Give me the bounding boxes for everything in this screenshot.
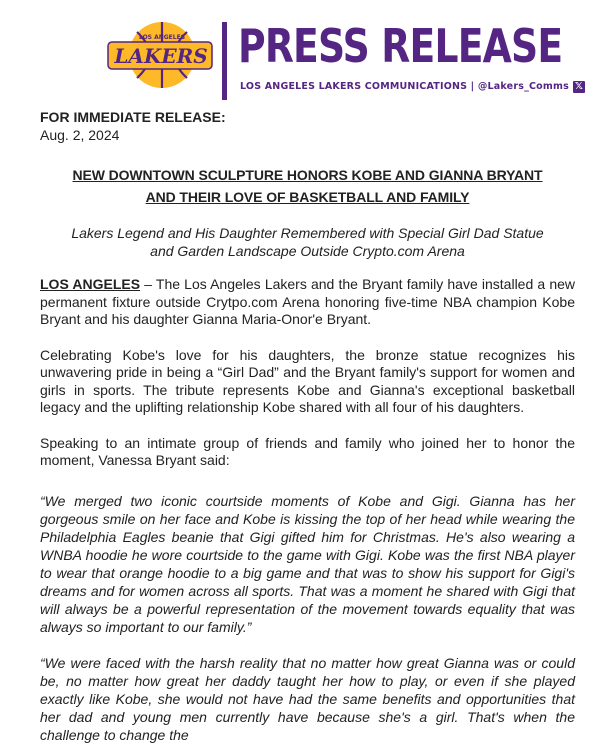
paragraph-2: Celebrating Kobe's love for his daughters, the bronze statue recognizes his unwavering pride in being a “Girl Dad” and the Bryant family's support for women and girls in sports. The tribute represents Kobe and Gianna's exceptional basketball legacy and the uplifting relationship Kobe shared with all four of his daughters.	[40, 346, 575, 415]
subheadline-line-2: and Garden Landscape Outside Crypto.com Arena	[150, 243, 465, 259]
immediate-release-label: FOR IMMEDIATE RELEASE:	[40, 109, 226, 125]
subheadline	[40, 224, 575, 260]
paragraph-1-text: – The Los Angeles Lakers and the Bryant family have installed a new permanent fixture outside Crytpo.com Arena honoring five-time NBA champion Kobe Bryant and his daughter Gianna Maria-Onor'e Bryant.	[40, 276, 575, 327]
press-release-header	[0, 0, 612, 100]
press-release-title: PRESS RELEASE	[238, 19, 563, 73]
paragraph-3: Speaking to an intimate group of friends and family who joined her to honor the moment, Vanessa Bryant said:	[40, 434, 575, 468]
dateline: LOS ANGELES	[40, 276, 141, 292]
headline-line-1: NEW DOWNTOWN SCULPTURE HONORS KOBE AND GIANNA BRYANT	[72, 167, 543, 183]
release-date: Aug. 2, 2024	[40, 126, 120, 143]
communications-handle	[240, 80, 585, 94]
subheadline-line-1: Lakers Legend and His Daughter Remembered with Special Girl Dad Statue	[71, 225, 544, 241]
press-release-body	[40, 109, 575, 744]
header-divider	[222, 22, 227, 100]
headline	[40, 164, 575, 208]
svg-text:LAKERS: LAKERS	[114, 44, 208, 68]
paragraph-1	[40, 276, 575, 329]
quote-1: “We merged two iconic courtside moments of Kobe and Gigi. Gianna has her gorgeous smile on her face and Kobe is kissing the top of her head while wearing the Philadelphia Eagles beanie that Gigi gifted him for Christmas. He's also wearing a WNBA hoodie he wore courtside to the game with Gigi. Kobe was the first NBA player to wear that orange hoodie to a big game and that was to show his support for Gigi's dreams and for women across all sports. That was a moment he shared with Gigi that will always be a powerful representation of the movement towards equality that was always so important to our family.”	[40, 492, 575, 635]
quote-2: “We were faced with the harsh reality that no matter how great Gianna was or could be, no matter how great her daddy taught her how to play, or even if she played exactly like Kobe, she would not have had the same benefits and opportunities that her dad and young men currently have because she's a girl. That's when the challenge to change the	[40, 654, 575, 743]
headline-line-2: AND THEIR LOVE OF BASKETBALL AND FAMILY	[145, 189, 470, 205]
x-logo-icon: 𝕏	[574, 81, 584, 92]
communications-handle-text: LOS ANGELES LAKERS COMMUNICATIONS | @Lakers_Comms	[240, 81, 569, 92]
svg-text:LOS ANGELES: LOS ANGELES	[138, 34, 186, 41]
lakers-logo	[104, 18, 214, 92]
